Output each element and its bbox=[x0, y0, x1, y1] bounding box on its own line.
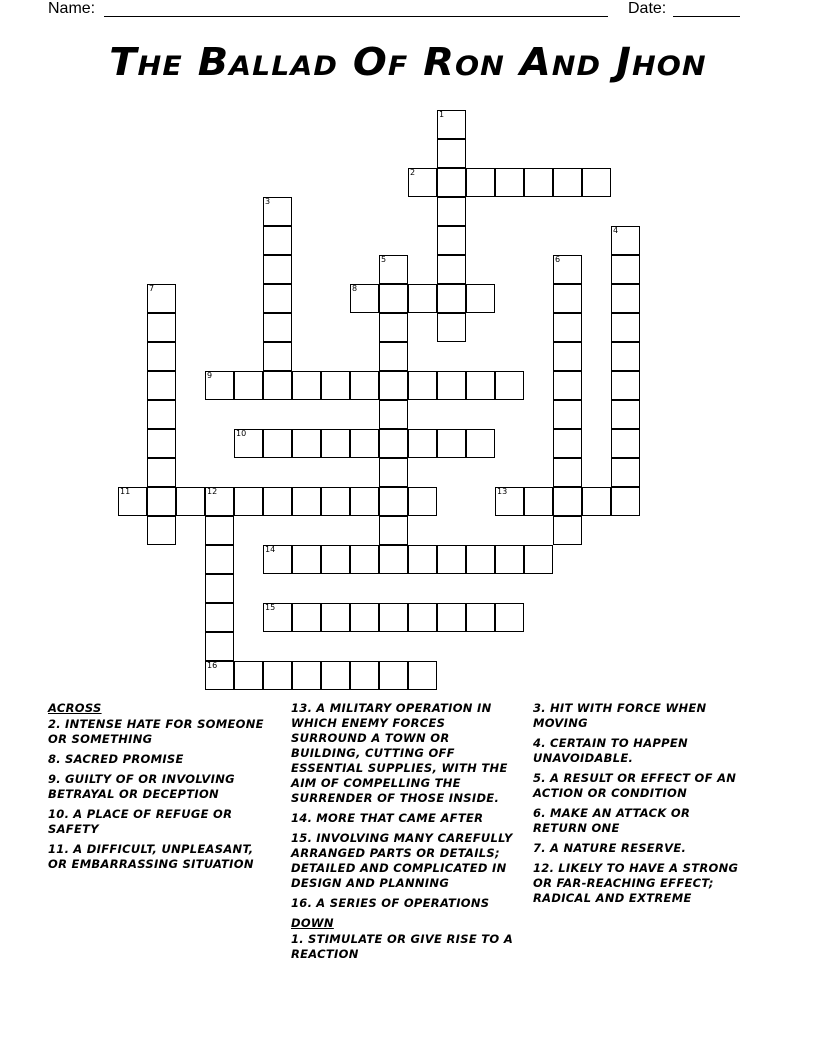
crossword-cell[interactable] bbox=[611, 255, 640, 284]
crossword-cell[interactable] bbox=[263, 226, 292, 255]
crossword-cell[interactable] bbox=[205, 487, 234, 516]
clue-item-text: STIMULATE OR GIVE RISE TO A REACTION bbox=[291, 932, 514, 961]
crossword-cell[interactable] bbox=[292, 371, 321, 400]
crossword-cell[interactable] bbox=[147, 487, 176, 516]
crossword-cell[interactable] bbox=[611, 226, 640, 255]
clue-item-text: HIT WITH FORCE WHEN MOVING bbox=[533, 701, 707, 730]
clue-item-number: 4. bbox=[533, 736, 546, 750]
clue-number: 1 bbox=[439, 110, 445, 119]
crossword-cell[interactable] bbox=[611, 429, 640, 458]
crossword-cell[interactable] bbox=[553, 313, 582, 342]
clue-number: 14 bbox=[265, 545, 276, 554]
crossword-cell[interactable] bbox=[350, 603, 379, 632]
crossword-cell[interactable] bbox=[263, 313, 292, 342]
crossword-cell[interactable] bbox=[466, 284, 495, 313]
clue-number: 15 bbox=[265, 603, 276, 612]
crossword-cell[interactable] bbox=[437, 226, 466, 255]
crossword-cell[interactable] bbox=[147, 342, 176, 371]
clue-number: 12 bbox=[207, 487, 218, 496]
crossword-cell[interactable] bbox=[437, 429, 466, 458]
crossword-cell[interactable] bbox=[553, 284, 582, 313]
crossword-cell[interactable] bbox=[379, 313, 408, 342]
crossword-cell[interactable] bbox=[263, 429, 292, 458]
crossword-cell[interactable] bbox=[611, 313, 640, 342]
crossword-cell[interactable] bbox=[437, 545, 466, 574]
crossword-cell[interactable] bbox=[379, 516, 408, 545]
crossword-cell[interactable] bbox=[437, 255, 466, 284]
clue-item-number: 3. bbox=[533, 701, 546, 715]
crossword-cell[interactable] bbox=[495, 603, 524, 632]
crossword-cell[interactable] bbox=[408, 603, 437, 632]
clue-item-text: SACRED PROMISE bbox=[64, 752, 184, 766]
crossword-cell[interactable] bbox=[350, 429, 379, 458]
crossword-cell[interactable] bbox=[437, 139, 466, 168]
clue-item-text: MAKE AN ATTACK OR RETURN ONE bbox=[533, 806, 691, 835]
crossword-cell[interactable] bbox=[263, 342, 292, 371]
crossword-cell[interactable] bbox=[582, 487, 611, 516]
crossword-cell[interactable] bbox=[234, 429, 263, 458]
crossword-cell[interactable] bbox=[495, 168, 524, 197]
crossword-cell[interactable] bbox=[147, 313, 176, 342]
crossword-cell[interactable] bbox=[205, 661, 234, 690]
date-label: Date: bbox=[628, 0, 667, 17]
clues-down-column bbox=[533, 701, 743, 911]
clue-number: 13 bbox=[497, 487, 508, 496]
clue-item-text: GUILTY OF OR INVOLVING BETRAYAL OR DECEPTION bbox=[48, 772, 235, 801]
crossword-cell[interactable] bbox=[553, 400, 582, 429]
crossword-cell[interactable] bbox=[466, 603, 495, 632]
crossword-cell[interactable] bbox=[553, 342, 582, 371]
crossword-cell[interactable] bbox=[466, 545, 495, 574]
crossword-cell[interactable] bbox=[292, 603, 321, 632]
crossword-cell[interactable] bbox=[408, 371, 437, 400]
crossword-cell[interactable] bbox=[495, 371, 524, 400]
clue-item-number: 12. bbox=[533, 861, 555, 875]
clue-item bbox=[48, 772, 270, 802]
crossword-cell[interactable] bbox=[350, 487, 379, 516]
clue-item bbox=[48, 717, 270, 747]
crossword-cell[interactable] bbox=[437, 284, 466, 313]
clue-item-text: A DIFFICULT, UNPLEASANT, OR EMBARRASSING SITUATION bbox=[48, 842, 254, 871]
crossword-cell[interactable] bbox=[379, 661, 408, 690]
clue-item-number: 10. bbox=[48, 807, 70, 821]
crossword-cell[interactable] bbox=[205, 603, 234, 632]
clue-item-text: A NATURE RESERVE. bbox=[549, 841, 687, 855]
clue-number: 3 bbox=[265, 197, 271, 206]
clues-mid-column bbox=[291, 701, 517, 967]
clue-item bbox=[533, 841, 743, 856]
crossword-cell[interactable] bbox=[147, 284, 176, 313]
crossword-cell[interactable] bbox=[524, 487, 553, 516]
crossword-cell[interactable] bbox=[437, 313, 466, 342]
down-clue-list bbox=[291, 932, 517, 962]
crossword-cell[interactable] bbox=[553, 516, 582, 545]
crossword-cell[interactable] bbox=[408, 487, 437, 516]
crossword-cell[interactable] bbox=[292, 487, 321, 516]
clue-item-number: 1. bbox=[291, 932, 304, 946]
clue-item-number: 2. bbox=[48, 717, 61, 731]
crossword-cell[interactable] bbox=[437, 371, 466, 400]
clue-item bbox=[291, 896, 517, 911]
clue-item-number: 8. bbox=[48, 752, 61, 766]
crossword-cell[interactable] bbox=[466, 168, 495, 197]
crossword-cell[interactable] bbox=[292, 545, 321, 574]
clue-number: 7 bbox=[149, 284, 155, 293]
crossword-cell[interactable] bbox=[379, 487, 408, 516]
clue-item-number: 14. bbox=[291, 811, 313, 825]
crossword-cell[interactable] bbox=[321, 545, 350, 574]
crossword-cell[interactable] bbox=[147, 429, 176, 458]
clues-across-column bbox=[48, 701, 270, 877]
crossword-cell[interactable] bbox=[350, 284, 379, 313]
crossword-cell[interactable] bbox=[350, 371, 379, 400]
clue-item bbox=[291, 701, 517, 806]
crossword-cell[interactable] bbox=[205, 632, 234, 661]
crossword-cell[interactable] bbox=[524, 168, 553, 197]
crossword-cell[interactable] bbox=[379, 342, 408, 371]
clue-item-number: 13. bbox=[291, 701, 313, 715]
clue-number: 8 bbox=[352, 284, 358, 293]
crossword-cell[interactable] bbox=[147, 371, 176, 400]
down-clue-list-continued bbox=[533, 701, 743, 906]
crossword-cell[interactable] bbox=[118, 487, 147, 516]
crossword-cell[interactable] bbox=[408, 168, 437, 197]
clue-number: 2 bbox=[410, 168, 416, 177]
crossword-cell[interactable] bbox=[379, 429, 408, 458]
crossword-cell[interactable] bbox=[379, 603, 408, 632]
crossword-cell[interactable] bbox=[321, 371, 350, 400]
clue-number: 5 bbox=[381, 255, 387, 264]
clue-item-number: 9. bbox=[48, 772, 61, 786]
crossword-cell[interactable] bbox=[263, 545, 292, 574]
clue-item-text: MORE THAT CAME AFTER bbox=[316, 811, 484, 825]
crossword-cell[interactable] bbox=[379, 400, 408, 429]
across-heading: ACROSS bbox=[48, 701, 102, 715]
crossword-cell[interactable] bbox=[263, 284, 292, 313]
crossword-cell[interactable] bbox=[408, 429, 437, 458]
crossword-cell[interactable] bbox=[437, 110, 466, 139]
crossword-cell[interactable] bbox=[263, 371, 292, 400]
crossword-cell[interactable] bbox=[408, 545, 437, 574]
crossword-cell[interactable] bbox=[379, 284, 408, 313]
clue-item-number: 11. bbox=[48, 842, 70, 856]
crossword-cell[interactable] bbox=[553, 371, 582, 400]
clue-item-number: 6. bbox=[533, 806, 546, 820]
clue-item-text: A RESULT OR EFFECT OF AN ACTION OR CONDITION bbox=[533, 771, 737, 800]
clue-item-text: A SERIES OF OPERATIONS bbox=[316, 896, 490, 910]
clue-item-text: INVOLVING MANY CAREFULLY ARRANGED PARTS OR DETAILS; DETAILED AND COMPLICATED IN DESIGN AND PLANNING bbox=[291, 831, 513, 890]
crossword-cell[interactable] bbox=[205, 371, 234, 400]
crossword-cell[interactable] bbox=[495, 487, 524, 516]
crossword-cell[interactable] bbox=[176, 487, 205, 516]
clue-item bbox=[533, 806, 743, 836]
crossword-cell[interactable] bbox=[205, 545, 234, 574]
page-title: The Ballad Of Ron And Jhon bbox=[109, 40, 707, 84]
crossword-cell[interactable] bbox=[611, 487, 640, 516]
crossword-cell[interactable] bbox=[263, 487, 292, 516]
crossword-cell[interactable] bbox=[466, 429, 495, 458]
crossword-cell[interactable] bbox=[321, 487, 350, 516]
crossword-cell[interactable] bbox=[350, 545, 379, 574]
across-clue-list-continued bbox=[291, 701, 517, 911]
crossword-cell[interactable] bbox=[379, 371, 408, 400]
down-heading: DOWN bbox=[291, 916, 334, 930]
clue-item bbox=[291, 932, 517, 962]
across-clue-list bbox=[48, 717, 270, 872]
crossword-cell[interactable] bbox=[350, 661, 379, 690]
clue-item-text: CERTAIN TO HAPPEN UNAVOIDABLE. bbox=[533, 736, 688, 765]
clue-number: 4 bbox=[613, 226, 619, 235]
crossword-cell[interactable] bbox=[437, 168, 466, 197]
clue-number: 16 bbox=[207, 661, 218, 670]
crossword-cell[interactable] bbox=[553, 487, 582, 516]
clue-item bbox=[533, 861, 743, 906]
crossword-cell[interactable] bbox=[234, 371, 263, 400]
crossword-cell[interactable] bbox=[408, 661, 437, 690]
clue-number: 6 bbox=[555, 255, 561, 264]
clue-item bbox=[48, 807, 270, 837]
clue-item bbox=[533, 736, 743, 766]
crossword-cell[interactable] bbox=[321, 429, 350, 458]
crossword-cell[interactable] bbox=[147, 458, 176, 487]
crossword-cell[interactable] bbox=[379, 458, 408, 487]
crossword-cell[interactable] bbox=[234, 487, 263, 516]
crossword-cell[interactable] bbox=[611, 371, 640, 400]
clue-item bbox=[48, 752, 270, 767]
crossword-cell[interactable] bbox=[611, 400, 640, 429]
crossword-cell[interactable] bbox=[553, 168, 582, 197]
clue-item-number: 5. bbox=[533, 771, 546, 785]
crossword-cell[interactable] bbox=[263, 603, 292, 632]
crossword-cell[interactable] bbox=[263, 255, 292, 284]
clue-item-number: 15. bbox=[291, 831, 313, 845]
clue-item-number: 16. bbox=[291, 896, 313, 910]
clue-number: 11 bbox=[120, 487, 131, 496]
crossword-cell[interactable] bbox=[379, 545, 408, 574]
clue-item bbox=[48, 842, 270, 872]
clue-number: 10 bbox=[236, 429, 247, 438]
crossword-cell[interactable] bbox=[582, 168, 611, 197]
clue-item bbox=[291, 811, 517, 826]
clue-item-text: A MILITARY OPERATION IN WHICH ENEMY FORCES SURROUND A TOWN OR BUILDING, CUTTING OFF ESSENTIAL SUPPLIES, WITH THE AIM OF COMPELLING THE SURRENDER OF THOSE INSIDE. bbox=[291, 701, 508, 805]
crossword-cell[interactable] bbox=[263, 661, 292, 690]
crossword-cell[interactable] bbox=[321, 661, 350, 690]
crossword-cell[interactable] bbox=[553, 255, 582, 284]
crossword-cell[interactable] bbox=[437, 603, 466, 632]
clue-item bbox=[533, 701, 743, 731]
name-label: Name: bbox=[48, 0, 96, 17]
crossword-cell[interactable] bbox=[524, 545, 553, 574]
crossword-cell[interactable] bbox=[553, 458, 582, 487]
crossword-cell[interactable] bbox=[611, 458, 640, 487]
clue-item-number: 7. bbox=[533, 841, 546, 855]
crossword-cell[interactable] bbox=[147, 400, 176, 429]
crossword-cell[interactable] bbox=[205, 516, 234, 545]
crossword-cell[interactable] bbox=[611, 284, 640, 313]
clue-number: 9 bbox=[207, 371, 213, 380]
crossword-cell[interactable] bbox=[292, 661, 321, 690]
crossword-cell[interactable] bbox=[553, 429, 582, 458]
crossword-cell[interactable] bbox=[147, 516, 176, 545]
crossword-cell[interactable] bbox=[205, 574, 234, 603]
clue-item-text: LIKELY TO HAVE A STRONG OR FAR-REACHING EFFECT; RADICAL AND EXTREME bbox=[533, 861, 739, 905]
crossword-cell[interactable] bbox=[292, 429, 321, 458]
crossword-cell[interactable] bbox=[466, 371, 495, 400]
clue-item bbox=[533, 771, 743, 801]
crossword-cell[interactable] bbox=[263, 197, 292, 226]
crossword-cell[interactable] bbox=[437, 197, 466, 226]
crossword-cell[interactable] bbox=[611, 342, 640, 371]
crossword-cell[interactable] bbox=[408, 284, 437, 313]
clue-item-text: INTENSE HATE FOR SOMEONE OR SOMETHING bbox=[48, 717, 264, 746]
crossword-cell[interactable] bbox=[379, 255, 408, 284]
crossword-cell[interactable] bbox=[234, 661, 263, 690]
crossword-cell[interactable] bbox=[321, 603, 350, 632]
crossword-cell[interactable] bbox=[495, 545, 524, 574]
clue-item-text: A PLACE OF REFUGE OR SAFETY bbox=[48, 807, 233, 836]
clue-item bbox=[291, 831, 517, 891]
